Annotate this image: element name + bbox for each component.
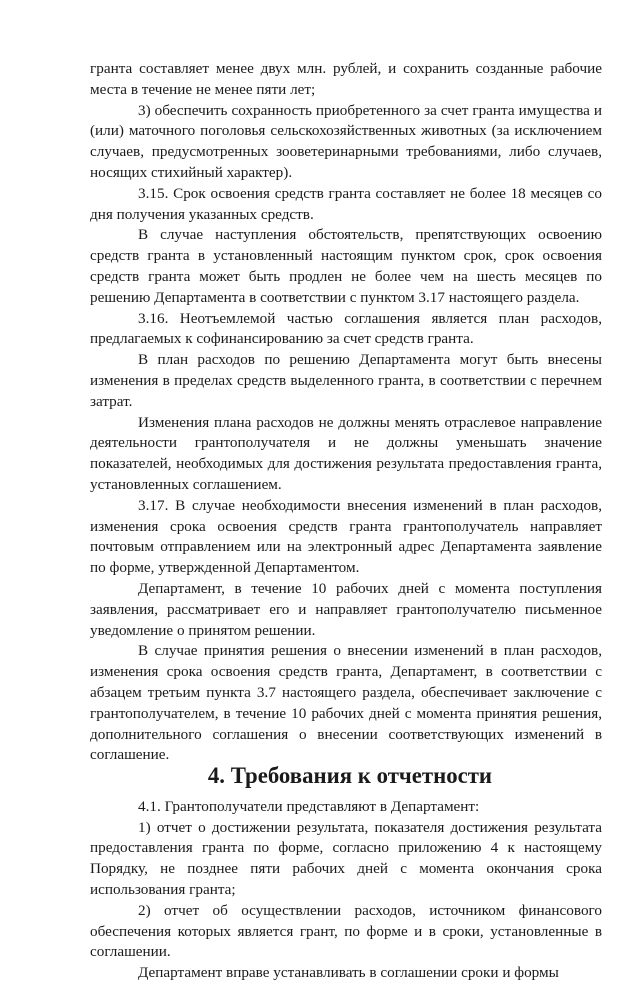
paragraph-plan-restrictions: Изменения плана расходов не должны менять отраслевое направление деятельности грантополучателя и не должны уменьшать значение показателей, необходимых для достижения результата предоставления гранта, установленных соглашением. (90, 413, 602, 493)
paragraph-department-review: Департамент, в течение 10 рабочих дней с момента поступления заявления, рассматривает его и направляет грантополучателю письменное уведомление о принятом решении. (90, 579, 602, 639)
paragraph-3-16: 3.16. Неотъемлемой частью соглашения является план расходов, предлагаемых к софинансированию за счет средств гранта. (90, 309, 602, 348)
paragraph-3-15: 3.15. Срок освоения средств гранта составляет не более 18 месяцев со дня получения указанных средств. (90, 184, 602, 223)
paragraph-report-results: 1) отчет о достижении результата, показателя достижения результата предоставления гранта по форме, согласно приложению 4 к настоящему Порядку, не позднее пяти рабочих дней с момента окончания срока использования гранта; (90, 818, 602, 899)
paragraph-extension: В случае наступления обстоятельств, препятствующих освоению средств гранта в установленный настоящим пунктом срок, срок освоения средств гранта может быть продлен не более чем на шесть месяцев по решению Департамента в соответствии с пунктом 3.17 настоящего раздела. (90, 226, 602, 306)
paragraph-plan-changes: В план расходов по решению Департамента могут быть внесены изменения в пределах средств выделенного гранта, в соответствии с перечнем затрат. (90, 351, 602, 410)
paragraph-item-3: 3) обеспечить сохранность приобретенного за счет гранта имущества и (или) маточного поголовья сельскохозяйственных животных (за исключением случаев, предусмотренных зооветеринарными требованиями, либо случаев, носящих стихийный характер). (90, 101, 602, 181)
paragraph-3-17: 3.17. В случае необходимости внесения изменений в план расходов, изменения срока освоения средств гранта грантополучатель направляет почтовым отправлением или на электронный адрес Департамента заявление по форме, утвержденной Департаментом. (90, 496, 602, 577)
paragraph-department-rights: Департамент вправе устанавливать в соглашении сроки и формы (138, 964, 559, 982)
section-heading: 4. Требования к отчетности (207, 763, 493, 789)
paragraph-continuation: гранта составляет менее двух млн. рублей, и сохранить созданные рабочие места в течение не менее пяти лет; (90, 60, 602, 98)
document-page (90, 59, 602, 984)
paragraph-report-expenses: 2) отчет об осуществлении расходов, источником финансового обеспечения которых является грант, по форме и в сроки, установленные в соглашении. (90, 901, 602, 961)
paragraph-additional-agreement: В случае принятия решения о внесении изменений в план расходов, изменения срока освоения средств гранта, Департамент, в соответствии с абзацем третьим пункта 3.7 настоящего раздела, обеспечивает заключение с грантополучателем, в течение 10 рабочих дней с момента принятия решения, дополнительного соглашения о внесении соответствующих изменений в соглашение. (90, 642, 602, 764)
paragraph-4-1: 4.1. Грантополучатели представляют в Департамент: (138, 797, 480, 815)
